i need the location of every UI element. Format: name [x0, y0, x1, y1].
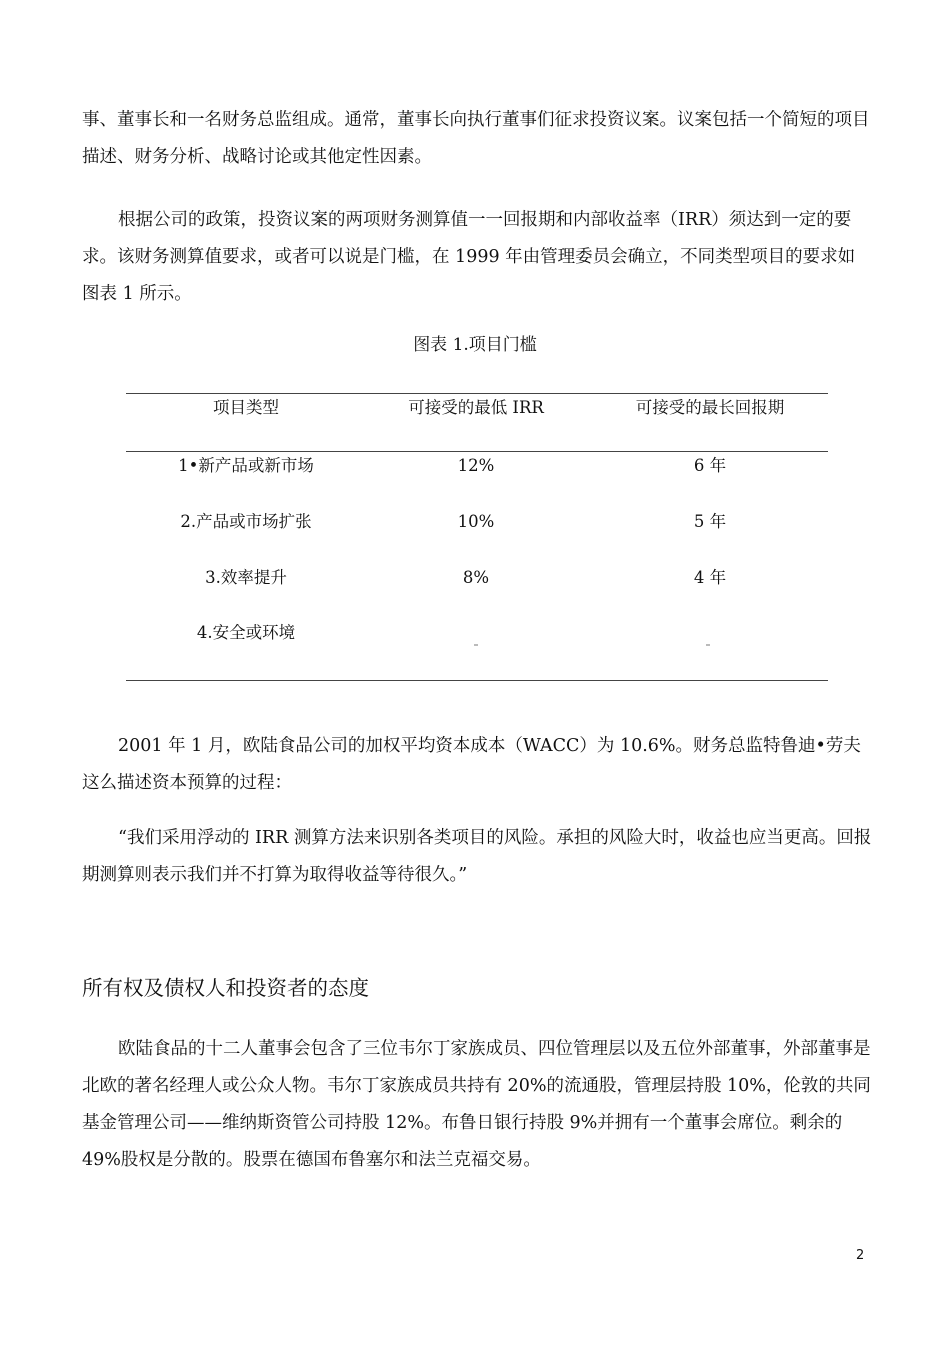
row-2-irr: 10% — [457, 512, 495, 531]
clipped-text-mark — [474, 644, 478, 646]
quote-cfo: “我们采用浮动的 IRR 测算方法来识别各类项目的风险。承担的风险大时，收益也应当更高。回报期测算则表示我们并不打算为取得收益等待很久。” — [82, 828, 872, 885]
header-min-irr: 可接受的最低 IRR — [408, 398, 544, 417]
paragraph-policy: 根据公司的政策，投资议案的两项财务测算值一一回报期和内部收益率（IRR）须达到一定的要求。该财务测算值要求，或者可以说是门槛，在 1999 年由管理委员会确立，不同类型项目的要求如图表 1 所示。 — [82, 210, 856, 304]
row-2-type: 2.产品或市场扩张 — [180, 512, 312, 531]
header-max-payback: 可接受的最长回报期 — [635, 398, 785, 417]
row-4-type: 4.安全或环境 — [196, 623, 296, 642]
table-bottom-rule — [126, 680, 828, 681]
table-top-rule — [126, 393, 828, 394]
row-3-irr: 8% — [462, 568, 490, 587]
section-heading: 所有权及债权人和投资者的态度 — [82, 976, 369, 1000]
paragraph-ownership: 欧陆食品的十二人董事会包含了三位韦尔丁家族成员、四位管理层以及五位外部董事，外部董事是北欧的著名经理人或公众人物。韦尔丁家族成员共持有 20%的流通股，管理层持股 10%，伦敦的共同基金管理公司——维纳斯资管公司持股 12%。布鲁日银行持股 9%并拥有一个董事会席位。剩余的 49%股权是分散的。股票在德国布鲁塞尔和法兰克福交易。 — [82, 1039, 871, 1170]
paragraph-wacc: 2001 年 1 月，欧陆食品公司的加权平均资本成本（WACC）为 10.6%。财务总监特鲁迪•劳夫这么描述资本预算的过程： — [82, 736, 861, 793]
project-threshold-table — [126, 393, 828, 683]
row-1-irr: 12% — [457, 456, 495, 475]
row-3-type: 3.效率提升 — [205, 568, 287, 587]
page-number: 2 — [856, 1248, 865, 1263]
row-1-type: 1•新产品或新市场 — [178, 456, 314, 475]
header-project-type: 项目类型 — [213, 398, 279, 417]
clipped-text-mark — [706, 644, 710, 646]
table-header-rule — [126, 451, 828, 452]
row-3-payback: 4 年 — [693, 568, 727, 587]
row-2-payback: 5 年 — [693, 512, 727, 531]
table-caption: 图表 1.项目门槛 — [413, 335, 537, 355]
row-1-payback: 6 年 — [693, 456, 727, 475]
paragraph-board-composition: 事、董事长和一名财务总监组成。通常，董事长向执行董事们征求投资议案。议案包括一个简短的项目描述、财务分析、战略讨论或其他定性因素。 — [82, 110, 870, 167]
